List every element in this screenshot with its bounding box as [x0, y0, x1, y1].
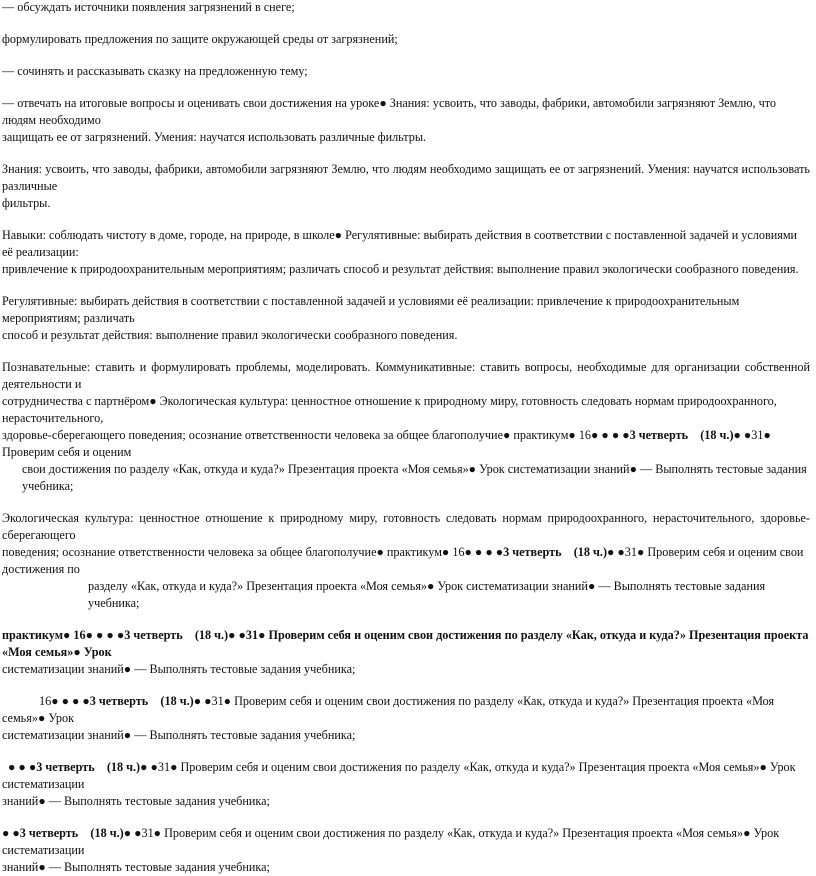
- p10-text-start: практикум● 16● ● ● ●: [2, 628, 125, 642]
- paragraph-6: [2, 227, 810, 278]
- p9-quarter-label: 3 четверть: [503, 545, 562, 559]
- p11-quarter-label: 3 четверть: [89, 694, 149, 708]
- paragraph-5-line-2: фильтры.: [2, 196, 51, 210]
- paragraph-10: [2, 627, 810, 678]
- paragraph-9-line-1: Экологическая культура: ценностное отношение к природному миру, готовность следовать нормам природоохранного, нерасточительного, здоровье-сберегающего: [2, 511, 810, 542]
- p8-hours-label: (18 ч.)● ●: [700, 428, 752, 442]
- paragraph-12-line-1: [2, 759, 810, 793]
- paragraph-12: [2, 759, 810, 810]
- p12-hours-label: (18 ч.)● ●: [106, 760, 158, 774]
- p11-hours-label: (18 ч.)● ●: [160, 694, 212, 708]
- p9-text-start: поведения; осознание ответственности человека за общее благополучие● практикум● 16● ● ● ●: [2, 545, 504, 559]
- p13-text-start: ● ●: [2, 826, 20, 840]
- paragraph-7-line-2: способ и результат действия: выполнение правил экологически сообразного поведения.: [2, 328, 458, 342]
- p11-text-end: 31● Проверим себя и оценим свои достижения по разделу «Как, откуда и куда?» Презентация проекта «Моя семья»● Урок: [2, 694, 775, 725]
- p8-text-start: здоровье-сберегающего поведения; осознание ответственности человека за общее благополучие● практикум● 16● ● ● ●: [2, 428, 630, 442]
- paragraph-6-line-2: привлечение к природоохранительным мероприятиям; различать способ и результат действия: выполнение правил экологически сообразного поведения.: [2, 262, 799, 276]
- p12-text-end: 31● Проверим себя и оценим свои достижения по разделу «Как, откуда и куда?» Презентация проекта «Моя семья»● Урок систематизации: [2, 760, 796, 791]
- paragraph-7: [2, 293, 810, 344]
- paragraph-7-line-1: Регулятивные: выбирать действия в соответствии с поставленной задачей и условиями её реализации: привлечение к природоохранительным мероприятиям; различать: [2, 294, 740, 325]
- p13-hours-label: (18 ч.)● ●: [90, 826, 142, 840]
- paragraph-1: — обсуждать источники появления загрязнений в снеге;: [2, 0, 295, 14]
- paragraph-4-line-2: защищать ее от загрязнений. Умения: научатся использовать различные фильтры.: [2, 130, 427, 144]
- paragraph-13-line-2: знаний● — Выполнять тестовые задания учебника;: [2, 860, 270, 874]
- paragraph-5: [2, 161, 810, 212]
- p12-text-start: ● ● ●: [8, 760, 37, 774]
- paragraph-11: [2, 693, 810, 744]
- paragraph-8-line-4: свои достижения по разделу «Как, откуда и куда?» Презентация проекта «Моя семья»● Урок систематизации знаний● — Выполнять тестовые задания учебника;: [22, 462, 807, 493]
- p8-text-end: 31● Проверим себя и оценим: [2, 428, 771, 459]
- p9-text-end: 31● Проверим себя и оценим свои достижения по: [2, 545, 804, 576]
- paragraph-11-line-1: [2, 693, 810, 727]
- p10-quarter-label: 3 четверть: [124, 628, 183, 642]
- p10-hours-label: (18 ч.)● ●: [194, 628, 246, 642]
- paragraph-8-line-2: сотрудничества с партнёром● Экологическая культура: ценностное отношение к природному миру, готовность следовать нормам природоохранного, нерасточительного,: [2, 394, 777, 425]
- paragraph-9: [2, 510, 810, 612]
- paragraph-13-line-1: [2, 825, 810, 859]
- paragraph-5-line-1: Знания: усвоить, что заводы, фабрики, автомобили загрязняют Землю, что людям необходимо защищать ее от загрязнений. Умения: научатся использовать различные: [2, 162, 810, 193]
- paragraph-8: [2, 359, 810, 495]
- paragraph-4: [2, 95, 810, 146]
- p11-text-start: 16● ● ● ●: [39, 694, 90, 708]
- paragraph-8-line-3: [2, 427, 810, 461]
- p12-quarter-label: 3 четверть: [36, 760, 95, 774]
- paragraph-11-line-2: систематизации знаний● — Выполнять тестовые задания учебника;: [2, 728, 356, 742]
- paragraph-12-line-2: знаний● — Выполнять тестовые задания учебника;: [2, 794, 270, 808]
- paragraph-8-line-1: Познавательные: ставить и формулировать проблемы, моделировать. Коммуникативные: ставить вопросы, необходимые для организации собственной деятельности и: [2, 360, 810, 391]
- paragraph-3: — сочинять и рассказывать сказку на предложенную тему;: [2, 64, 308, 78]
- paragraph-4-line-1: — отвечать на итоговые вопросы и оценивать свои достижения на уроке● Знания: усвоить, что заводы, фабрики, автомобили загрязняют Землю, что людям необходимо: [2, 96, 776, 127]
- p9-hours-label: (18 ч.)● ●: [573, 545, 625, 559]
- p8-quarter-label: 3 четверть: [629, 428, 689, 442]
- p13-text-end: 31● Проверим себя и оценим свои достижения по разделу «Как, откуда и куда?» Презентация проекта «Моя семья»● Урок систематизации: [2, 826, 780, 857]
- paragraph-13: [2, 825, 810, 876]
- p10-text-end: 31● Проверим себя и оценим свои достижения по разделу «Как, откуда и куда?» Презентация проекта «Моя семья»● Урок: [2, 628, 809, 659]
- paragraph-9-line-3: разделу «Как, откуда и куда?» Презентация проекта «Моя семья»● Урок систематизации знаний● — Выполнять тестовые задания учебника;: [88, 579, 766, 610]
- paragraph-9-line-2: [2, 544, 810, 578]
- paragraph-2: формулировать предложения по защите окружающей среды от загрязнений;: [2, 32, 398, 46]
- p13-quarter-label: 3 четверть: [19, 826, 79, 840]
- paragraph-6-line-1: Навыки: соблюдать чистоту в доме, городе, на природе, в школе● Регулятивные: выбирать действия в соответствии с поставленной задачей и условиями её реализации:: [2, 228, 798, 259]
- paragraph-10-line-1: [2, 627, 810, 661]
- paragraph-10-line-2: систематизации знаний● — Выполнять тестовые задания учебника;: [2, 662, 356, 676]
